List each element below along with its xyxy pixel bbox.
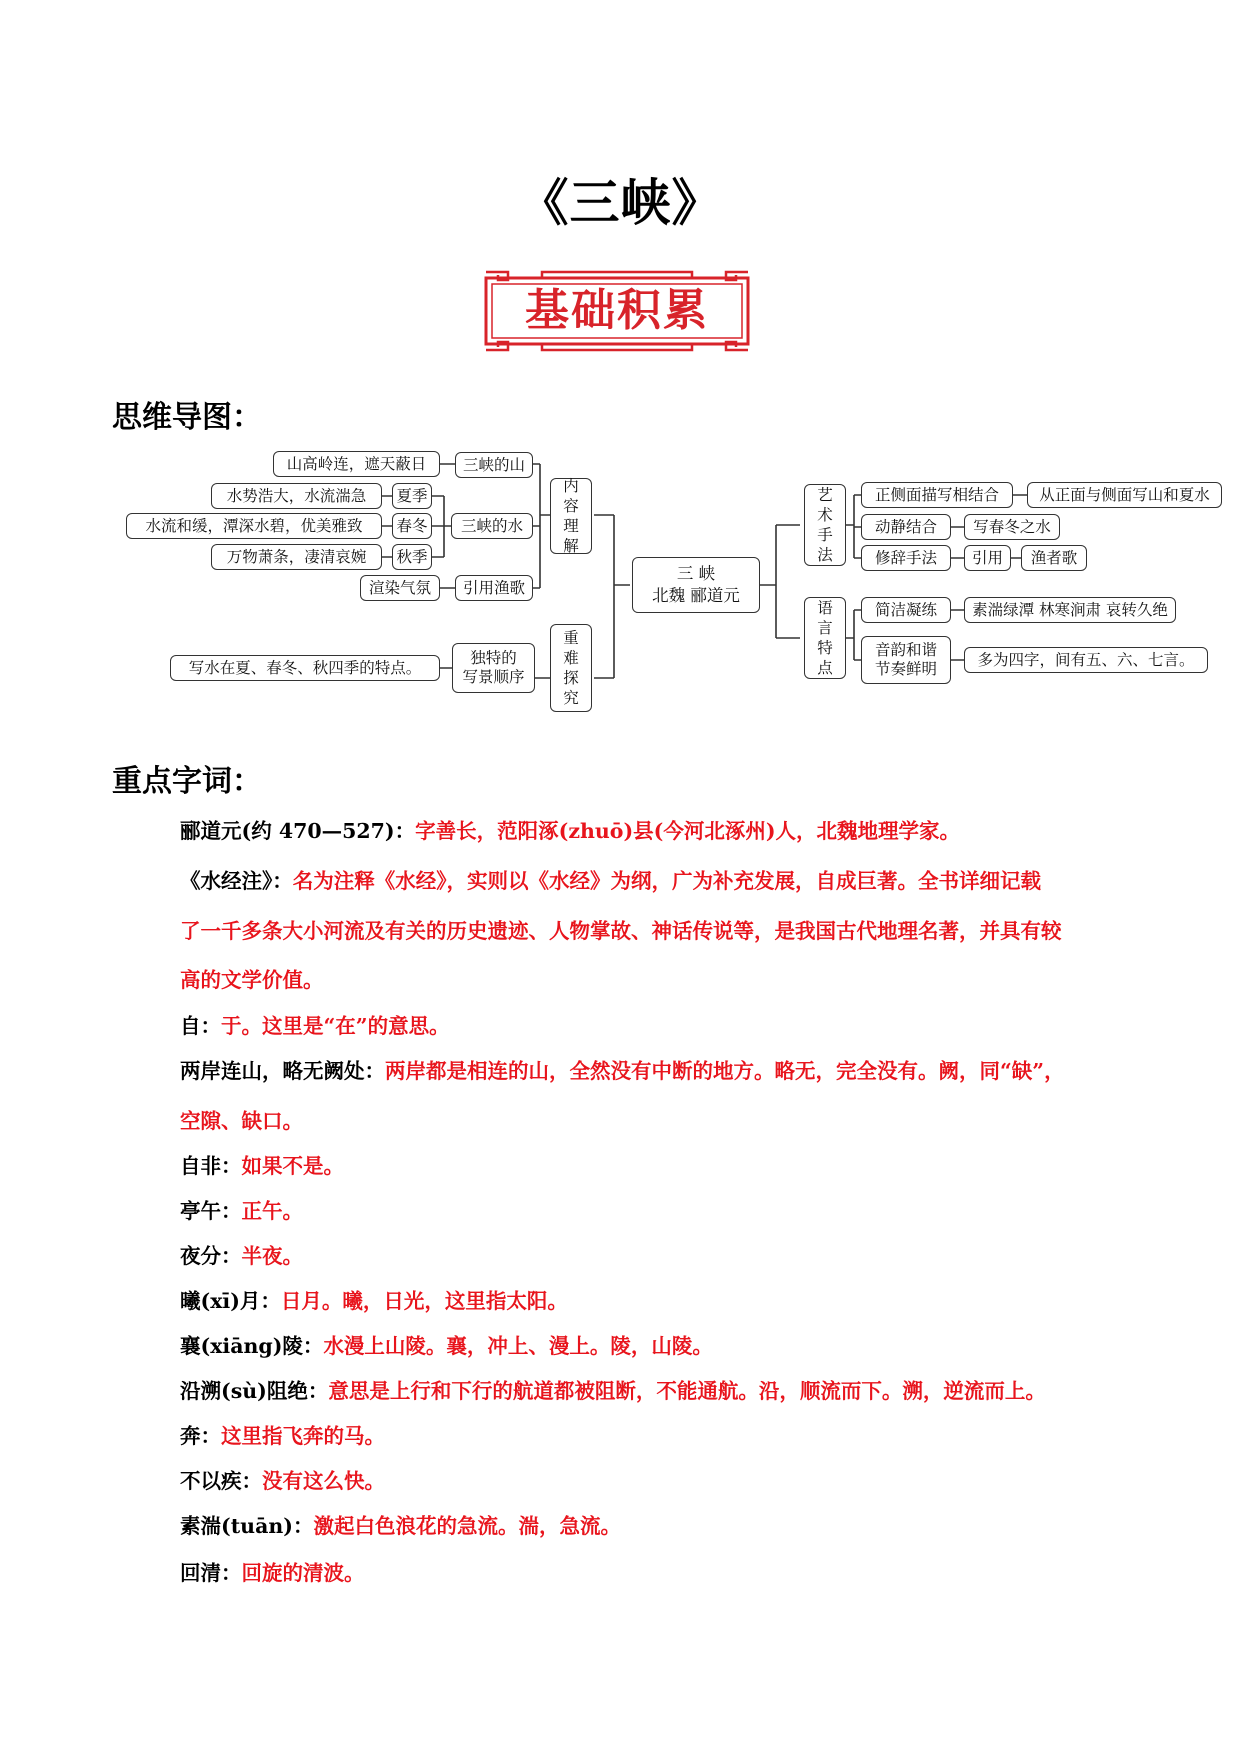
art-item-1-leaf: 从正面与侧面写山和夏水	[1027, 482, 1222, 508]
glossary-term: 两岸连山，略无阙处：	[180, 1059, 385, 1083]
glossary-def: 没有这么快。	[262, 1469, 385, 1493]
glossary-term: 回清：	[180, 1561, 242, 1585]
difficulty-explore-node: 重 难 探 究	[550, 624, 592, 712]
glossary-term: 夜分：	[180, 1244, 242, 1268]
mountain-leaf: 山高岭连，遮天蔽日	[273, 451, 440, 477]
glossary-term: 自非：	[180, 1154, 242, 1178]
glossary-def: 字善长，范阳涿(zhuō)县(今河北涿州)人，北魏地理学家。	[415, 819, 961, 843]
season-summer-leaf: 水势浩大，水流湍急	[211, 483, 382, 509]
glossary-term: 素湍(tuān)：	[180, 1514, 314, 1538]
glossary-line	[180, 1333, 1140, 1359]
lang-item-1-leaf: 素湍绿潭 林寒涧肃 哀转久绝	[964, 597, 1176, 623]
order-node	[452, 643, 535, 693]
page-title: 《三峡》	[518, 174, 723, 232]
art-item-2: 动静结合	[861, 514, 951, 540]
glossary-term: 沿溯(sù)阻绝：	[180, 1379, 329, 1403]
season-spring-winter-leaf: 水流和缓，潭深水碧，优美雅致	[126, 513, 382, 539]
glossary-term: 曦(xī)月：	[180, 1289, 281, 1313]
glossary-term: 亭午：	[180, 1199, 242, 1223]
order-label-2: 写景顺序	[462, 668, 525, 686]
glossary-def: 名为注释《水经》，实则以《水经》为纲，广为补充发展，自成巨著。全书详细记载	[292, 869, 1041, 893]
glossary-def: 正午。	[241, 1199, 303, 1223]
glossary-line	[180, 1423, 1140, 1449]
mountain-node: 三峡的山	[455, 452, 533, 478]
glossary-line	[180, 1243, 1140, 1269]
glossary-def: 激起白色浪花的急流。湍，急流。	[313, 1514, 621, 1538]
lang-item-2-leaf: 多为四字，间有五、六、七言。	[964, 647, 1208, 673]
glossary-line	[180, 1288, 1140, 1314]
lang-item-2-line-1: 音韵和谐	[874, 641, 937, 659]
lang-item-1: 简洁凝练	[861, 597, 951, 623]
glossary-def: 回旋的清波。	[241, 1561, 365, 1585]
glossary-def: 于。这里是“在”的意思。	[221, 1014, 450, 1038]
banner-title: 基础积累	[525, 285, 709, 336]
mindmap-center	[632, 557, 760, 613]
mind-map	[0, 440, 1241, 720]
glossary-term: 自：	[180, 1014, 221, 1038]
art-item-3: 修辞手法	[861, 545, 951, 571]
center-author: 北魏 郦道元	[652, 586, 740, 605]
season-spring-winter: 春冬	[392, 513, 432, 539]
glossary-term: 《水经注》：	[180, 869, 293, 893]
song-leaf: 渲染气氛	[360, 575, 440, 601]
glossary-line	[180, 918, 1140, 944]
glossary-line	[180, 1153, 1140, 1179]
art-item-2-leaf: 写春冬之水	[964, 514, 1060, 540]
glossary-line	[180, 1378, 1140, 1404]
art-item-3-leaf-1: 引用	[964, 545, 1011, 571]
season-autumn-leaf: 万物萧条，凄清哀婉	[211, 544, 382, 570]
glossary-term: 奔：	[180, 1424, 221, 1448]
glossary-line	[180, 967, 1140, 993]
order-leaf: 写水在夏、春冬、秋四季的特点。	[170, 655, 440, 681]
order-label-1: 独特的	[470, 649, 517, 667]
glossary-def: 如果不是。	[241, 1154, 344, 1178]
lang-item-2-line-2: 节奏鲜明	[874, 660, 937, 678]
art-technique-node: 艺 术 手 法	[804, 484, 846, 566]
content-understanding-node: 内 容 理 解	[550, 478, 592, 554]
glossary-line	[180, 1560, 1140, 1586]
glossary-def: 半夜。	[241, 1244, 303, 1268]
glossary-line	[180, 868, 1140, 894]
glossary-line	[180, 1058, 1140, 1084]
glossary-line	[180, 1468, 1140, 1494]
glossary-def: 水漫上山陵。襄，冲上、漫上。陵，山陵。	[323, 1334, 713, 1358]
season-autumn: 秋季	[392, 544, 432, 570]
art-item-1: 正侧面描写相结合	[861, 482, 1013, 508]
glossary-line	[180, 1513, 1140, 1539]
glossary-def: 意思是上行和下行的航道都被阻断，不能通航。沿，顺流而下。溯，逆流而上。	[328, 1379, 1046, 1403]
water-node: 三峡的水	[451, 513, 533, 539]
glossary-term: 郦道元(约 470—527)：	[180, 819, 416, 843]
art-item-3-leaf-2: 渔者歌	[1021, 545, 1087, 571]
glossary-def: 日月。曦，日光，这里指太阳。	[280, 1289, 568, 1313]
glossary-term: 不以疾：	[180, 1469, 262, 1493]
glossary-term: 襄(xiāng)陵：	[180, 1334, 324, 1358]
glossary-def: 高的文学价值。	[180, 968, 324, 992]
center-title: 三 峡	[676, 564, 716, 583]
glossary-def: 了一千多条大小河流及有关的历史遗迹、人物掌故、神话传说等，是我国古代地理名著，并具有较	[180, 919, 1062, 943]
language-feature-node: 语 言 特 点	[804, 597, 846, 679]
glossary-line	[180, 1013, 1140, 1039]
key-words-heading: 重点字词：	[112, 764, 262, 799]
glossary-line	[180, 1108, 1140, 1134]
glossary-line	[180, 1198, 1140, 1224]
glossary-def: 空隙、缺口。	[180, 1109, 303, 1133]
glossary-def: 两岸都是相连的山，全然没有中断的地方。略无，完全没有。阙，同“缺”，	[385, 1059, 1065, 1083]
lang-item-2	[861, 636, 951, 684]
glossary-def: 这里指飞奔的马。	[221, 1424, 385, 1448]
song-node: 引用渔歌	[455, 575, 533, 601]
glossary-line	[180, 818, 1140, 844]
season-summer: 夏季	[392, 483, 432, 509]
mindmap-heading: 思维导图：	[112, 400, 262, 435]
